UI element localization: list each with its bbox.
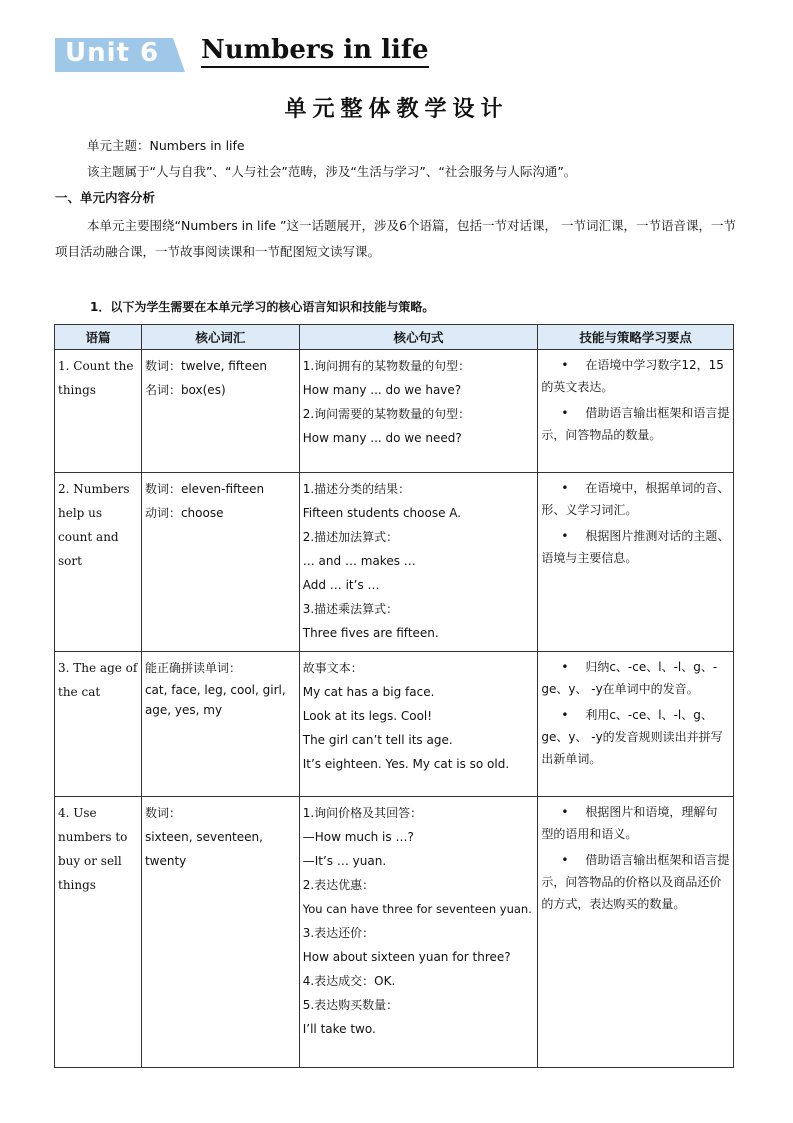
vocab-cell	[141, 797, 299, 1068]
section-heading: 一、单元内容分析	[55, 190, 156, 205]
vocab-line: 数词：	[144, 806, 181, 820]
sentence-line: Add … it’s …	[302, 578, 380, 592]
skills-cell	[538, 652, 734, 797]
sentence-line: How many ... do we have?	[302, 383, 462, 397]
header-cell: 核心词汇	[141, 325, 299, 350]
sentence-line: You can have three for seventeen yuan.	[302, 902, 532, 916]
bullet-icon: •	[561, 406, 569, 420]
skill-text: 在语境中，根据单词的音、 形、义学习词汇。	[541, 481, 730, 517]
bullet-icon: •	[561, 853, 569, 867]
bullet-icon: •	[561, 358, 569, 372]
sentence-line: How about sixteen yuan for three?	[302, 950, 511, 964]
core-knowledge-table	[54, 324, 734, 1068]
table-header-row	[55, 325, 734, 350]
bullet-icon: •	[561, 708, 569, 722]
sentence-line: 2.表达优惠：	[302, 878, 375, 892]
header-cell: 语篇	[55, 325, 142, 350]
skill-item	[541, 354, 730, 398]
sentence-line: 4.表达成交：OK.	[302, 974, 396, 988]
vocab-line: 能正确拼读单词：	[144, 661, 241, 675]
skill-text: 利用c、-ce、l、-l、g、ge、y、 -y的发音规则读出并拼写出新单词。	[541, 708, 723, 766]
skill-item	[541, 656, 730, 700]
theme-category: 该主题属于“人与自我”、“人与社会”范畴，涉及“生活与学习”、“社会服务与人际沟通”。	[87, 164, 577, 179]
unit-header	[55, 32, 755, 72]
sentence-line: How many ... do we need?	[302, 431, 462, 445]
topic-cell: 2. Numbers help us count and sort	[55, 473, 142, 652]
skill-text: 借助语言输出框架和语言提示，问答物品的数量。	[541, 406, 730, 442]
skill-text: 根据图片推测对话的主题、语境与主要信息。	[541, 529, 730, 565]
section-text: 本单元主要围绕“Numbers in life ”这一话题展开，涉及6个语篇，包括一节对话课， 一节词汇课，一节语音课，一节项目活动融合课，一节故事阅读课和一节配图短文读写课。	[55, 218, 736, 259]
sentence-line: I’ll take two.	[302, 1022, 376, 1036]
sentence-line: —How much is …?	[302, 830, 414, 844]
vocab-cell	[141, 652, 299, 797]
header-cell: 技能与策略学习要点	[538, 325, 734, 350]
skill-item	[541, 402, 730, 446]
sentence-cell	[299, 797, 538, 1068]
table-row	[55, 473, 734, 652]
skill-text: 借助语言输出框架和语言提示，问答物品的价格以及商品还价的方式，表达购买的数量。	[541, 853, 730, 911]
topic-cell: 4. Use numbers to buy or sell things	[55, 797, 142, 1068]
vocab-line: 动词：choose	[144, 506, 224, 520]
skills-cell	[538, 350, 734, 473]
sentence-line: —It’s … yuan.	[302, 854, 387, 868]
sentence-line: 1.询问价格及其回答：	[302, 806, 423, 820]
sentence-line: 2.询问需要的某物数量的句型：	[302, 407, 471, 421]
sentence-line: 1.描述分类的结果：	[302, 482, 411, 496]
topic-cell: 3. The age of the cat	[55, 652, 142, 797]
skills-cell	[538, 797, 734, 1068]
table-row	[55, 350, 734, 473]
skill-item	[541, 849, 730, 915]
skill-text: 在语境中学习数字12，15 的英文表达。	[541, 358, 724, 394]
sentence-cell	[299, 652, 538, 797]
skills-cell	[538, 473, 734, 652]
sentence-line: 2.描述加法算式：	[302, 530, 399, 544]
page-title: 单元整体教学设计	[284, 96, 509, 122]
sentence-line: Three fives are fifteen.	[302, 626, 439, 640]
sentence-line: 5.表达购买数量：	[302, 998, 399, 1012]
skill-text: 根据图片和语境，理解句 型的语用和语义。	[541, 805, 718, 841]
vocab-cell	[141, 473, 299, 652]
unit-label: Unit 6	[65, 38, 160, 68]
sentence-line: It’s eighteen. Yes. My cat is so old.	[302, 757, 510, 771]
unit-theme: 单元主题：Numbers in life	[87, 138, 245, 153]
skill-text: 归纳c、-ce、l、-l、g、-ge、y、 -y在单词中的发音。	[541, 660, 718, 696]
sentence-line: 故事文本：	[302, 661, 363, 675]
table-row	[55, 652, 734, 797]
bullet-icon: •	[561, 805, 569, 819]
vocab-line: cat, face, leg, cool, girl, age, yes, my	[144, 683, 286, 717]
header-cell: 核心句式	[299, 325, 538, 350]
unit-title: Numbers in life	[201, 34, 429, 68]
skill-item	[541, 801, 730, 845]
sentence-line: 3.表达还价：	[302, 926, 375, 940]
sentence-cell	[299, 473, 538, 652]
sentence-cell	[299, 350, 538, 473]
bullet-icon: •	[561, 481, 569, 495]
vocab-cell	[141, 350, 299, 473]
sentence-line: 1.询问拥有的某物数量的句型：	[302, 359, 471, 373]
topic-cell: 1. Count the things	[55, 350, 142, 473]
skill-item	[541, 477, 730, 521]
vocab-line: 名词：box(es)	[144, 383, 226, 397]
bullet-icon: •	[561, 660, 569, 674]
sentence-line: The girl can’t tell its age.	[302, 733, 453, 747]
skill-item	[541, 525, 730, 569]
vocab-line: 数词：twelve, fifteen	[144, 359, 267, 373]
sentence-line: My cat has a big face.	[302, 685, 435, 699]
skill-item	[541, 704, 730, 770]
sentence-line: … and … makes …	[302, 554, 416, 568]
sentence-line: Look at its legs. Cool!	[302, 709, 433, 723]
vocab-line: 数词：eleven-fifteen	[144, 482, 265, 496]
vocab-line: sixteen, seventeen, twenty	[144, 830, 263, 868]
sentence-line: Fifteen students choose A.	[302, 506, 462, 520]
bullet-icon: •	[561, 529, 569, 543]
table-caption: 1．以下为学生需要在本单元学习的核心语言知识和技能与策略。	[90, 300, 435, 314]
sentence-line: 3.描述乘法算式：	[302, 602, 399, 616]
table-row	[55, 797, 734, 1068]
